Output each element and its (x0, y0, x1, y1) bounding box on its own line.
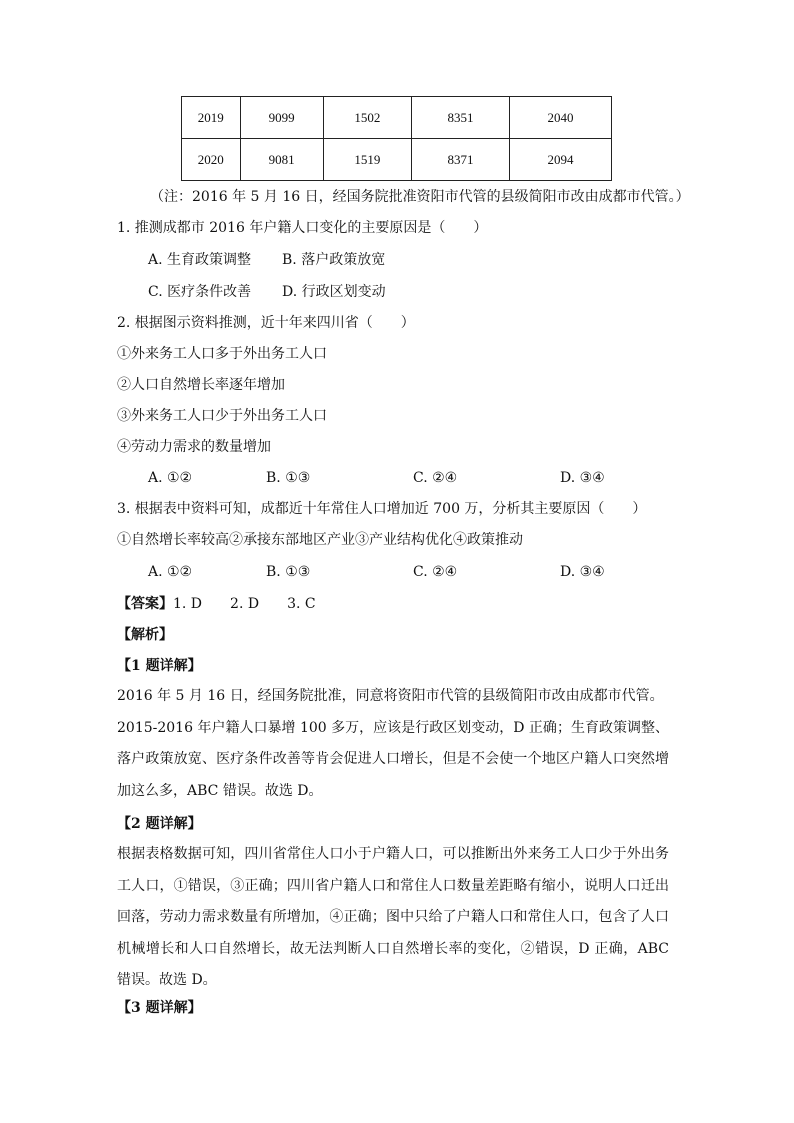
q2-item-3: ③外来务工人口少于外出务工人口 (117, 408, 327, 424)
q2-option-a: A. ①② (148, 470, 193, 486)
table-cell: 8371 (411, 139, 509, 181)
q1-option-b: B. 落户政策放宽 (282, 252, 386, 268)
table-cell: 1502 (323, 97, 411, 139)
table-cell: 2094 (509, 139, 611, 181)
table-note: （注：2016 年 5 月 16 日，经国务院批准资阳市代管的县级简阳市改由成都市代管。） (150, 189, 690, 205)
population-table (181, 96, 612, 181)
table-cell: 8351 (411, 97, 509, 139)
answer-label: 【答案】 (117, 596, 173, 612)
detail-1-heading: 【1 题详解】 (117, 658, 202, 674)
q2-item-2: ②人口自然增长率逐年增加 (117, 377, 285, 393)
detail-1-body (117, 681, 669, 807)
detail-2-paragraph: 根据表格数据可知，四川省常住人口小于户籍人口，可以推断出外来务工人口少于外出务工人口，①错误，③正确；四川省户籍人口和常住人口数量差距略有缩小，说明人口迁出回落，劳动力需求数量有所增加，④正确；图中只给了户籍人口和常住人口，包含了人口机械增长和人口自然增长，故无法判断人口自然增长率的变化，②错误，D 正确，ABC 错误。故选 D。 (117, 846, 669, 989)
q1-option-c: C. 医疗条件改善 (148, 284, 252, 300)
q3-option-c: C. ②④ (413, 564, 458, 580)
table-cell: 1519 (323, 139, 411, 181)
table-cell: 2020 (182, 139, 241, 181)
q3-option-a: A. ①② (148, 564, 193, 580)
table-row (182, 139, 612, 181)
table-cell: 2019 (182, 97, 241, 139)
detail-2-heading: 【2 题详解】 (117, 816, 202, 832)
q2-option-c: C. ②④ (413, 470, 458, 486)
q2-option-d: D. ③④ (560, 470, 605, 486)
q3-option-b: B. ①③ (266, 564, 311, 580)
table-cell: 9081 (240, 139, 323, 181)
detail-3-heading: 【3 题详解】 (117, 1000, 202, 1016)
question-3-stem: 3. 根据表中资料可知，成都近十年常住人口增加近 700 万，分析其主要原因（ ） (117, 501, 647, 517)
table-cell: 2040 (509, 97, 611, 139)
answer-line (117, 594, 674, 614)
answer-text: 1. D 2. D 3. C (173, 596, 316, 612)
q1-option-a: A. 生育政策调整 (148, 252, 252, 268)
q2-item-4: ④劳动力需求的数量增加 (117, 439, 271, 455)
analysis-heading: 【解析】 (117, 627, 173, 643)
detail-2-body (117, 839, 669, 997)
q3-items: ①自然增长率较高②承接东部地区产业③产业结构优化④政策推动 (117, 532, 523, 548)
detail-1-paragraph-2: 2015-2016 年户籍人口暴增 100 多万，应该是行政区划变动，D 正确；生育政策调整、落户政策放宽、医疗条件改善等肯会促进人口增长，但是不会使一个地区户籍人口突然增加这么多，ABC 错误。故选 D。 (117, 719, 669, 799)
question-1-stem: 1. 推测成都市 2016 年户籍人口变化的主要原因是（ ） (117, 220, 488, 236)
q1-option-d: D. 行政区划变动 (282, 284, 386, 300)
q3-option-d: D. ③④ (560, 564, 605, 580)
detail-1-paragraph-1: 2016 年 5 月 16 日，经国务院批准，同意将资阳市代管的县级简阳市改由成都市代管。 (117, 688, 664, 704)
q2-option-b: B. ①③ (266, 470, 311, 486)
question-2-stem: 2. 根据图示资料推测，近十年来四川省（ ） (117, 315, 415, 331)
table-cell: 9099 (240, 97, 323, 139)
table-row (182, 97, 612, 139)
q2-item-1: ①外来务工人口多于外出务工人口 (117, 346, 327, 362)
